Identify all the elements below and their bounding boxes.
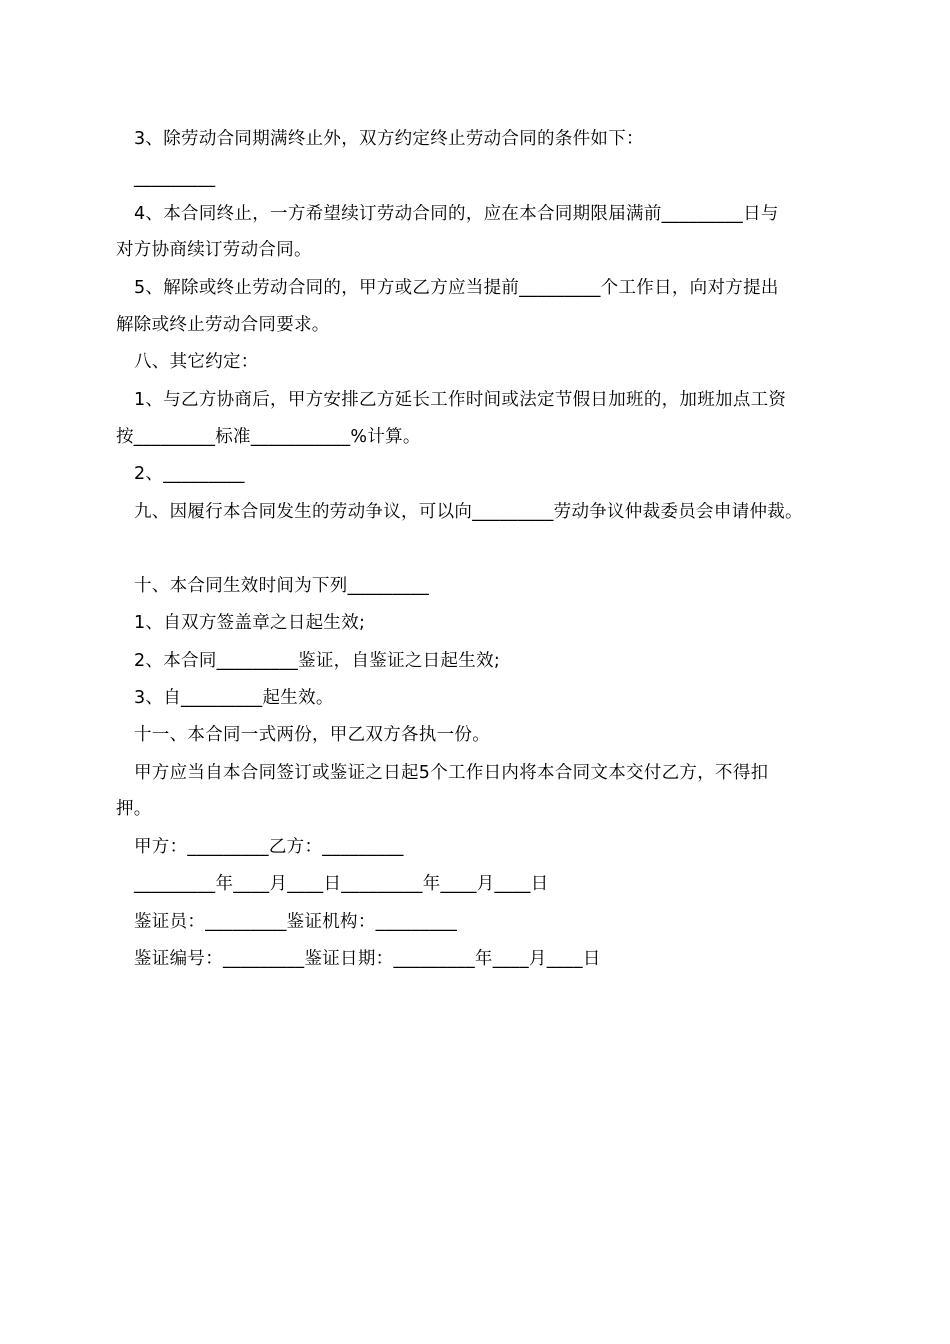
clause-7-4-line-2: 对方协商续订劳动合同。 [116, 240, 312, 260]
clause-8-2: 2、_________ [134, 464, 245, 484]
clause-7-5-line-2: 解除或终止劳动合同要求。 [116, 315, 330, 335]
signature-parties: 甲方：_________乙方：_________ [134, 837, 404, 857]
section-9: 九、因履行本合同发生的劳动争议，可以向_________劳动争议仲裁委员会申请仲裁。 [134, 502, 803, 522]
clause-7-4-line-1: 4、本合同终止，一方希望续订劳动合同的，应在本合同期限届满前_________日与 [134, 204, 779, 224]
clause-8-1-line-1: 1、与乙方协商后，甲方安排乙方延长工作时间或法定节假日加班的，加班加点工资 [134, 390, 787, 410]
verification-number-line: 鉴证编号：_________鉴证日期：_________年____月____日 [134, 949, 601, 969]
section-11: 十一、本合同一式两份，甲乙双方各执一份。 [134, 725, 490, 745]
delivery-clause-line-2: 押。 [116, 799, 152, 819]
clause-7-3-blank: _________ [134, 168, 216, 188]
verifier-line: 鉴证员：_________鉴证机构：_________ [134, 912, 458, 932]
clause-7-3: 3、除劳动合同期满终止外，双方约定终止劳动合同的条件如下： [134, 129, 644, 149]
section-10-heading: 十、本合同生效时间为下列_________ [134, 576, 430, 596]
clause-10-2: 2、本合同_________鉴证，自鉴证之日起生效; [134, 651, 501, 671]
clause-7-5-line-1: 5、解除或终止劳动合同的，甲方或乙方应当提前_________个工作日，向对方提出 [134, 278, 779, 298]
clause-8-1-line-2: 按_________标准___________%计算。 [116, 427, 421, 447]
section-8-heading: 八、其它约定： [134, 352, 259, 372]
clause-10-1: 1、自双方签盖章之日起生效; [134, 613, 366, 633]
clause-10-3: 3、自_________起生效。 [134, 688, 334, 708]
signature-dates: _________年____月____日_________年____月____日 [134, 874, 549, 894]
delivery-clause-line-1: 甲方应当自本合同签订或鉴证之日起5个工作日内将本合同文本交付乙方，不得扣 [134, 763, 769, 783]
